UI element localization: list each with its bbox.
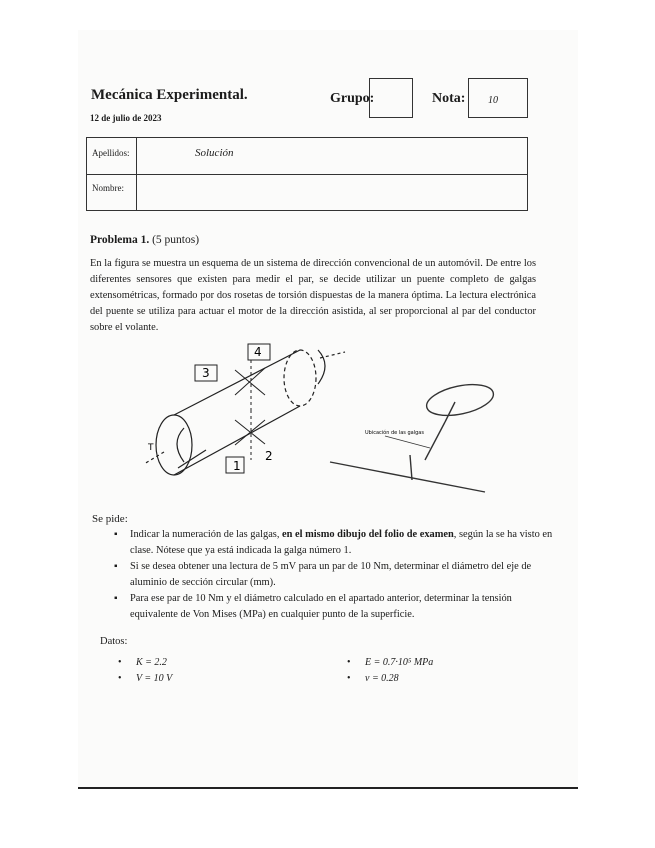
task-item: ▪ Si se desea obtener una lectura de 5 mV para un par de 10 Nm, determinar el diámetro del eje de aluminio de sección circular (mm). — [130, 559, 558, 591]
gauge-location-callout: Ubicación de las galgas — [365, 430, 424, 436]
gauge-label-3: 3 — [202, 366, 210, 380]
tasks-intro: Se pide: — [92, 513, 128, 525]
apellidos-value: Solución — [195, 147, 234, 159]
datos-item: • V = 10 V — [118, 673, 173, 684]
datos-label: Datos: — [100, 636, 128, 647]
gauge-rosette-bottom — [235, 410, 265, 460]
apellidos-row — [87, 138, 527, 175]
grupo-label: Grupo: — [330, 91, 375, 106]
gauge-rosette-top — [235, 360, 265, 410]
gauge-label-1: 1 — [233, 459, 241, 473]
torque-label: T — [148, 443, 154, 453]
problem-heading — [90, 234, 199, 246]
nota-value: 10 — [488, 95, 498, 106]
course-title: Mecánica Experimental. — [91, 87, 248, 103]
problem-statement: En la figura se muestra un esquema de un sistema de dirección convencional de un automóvil. De entre los diferentes sensores que existen para medir el par, se decide utilizar un puente completo de galgas extensométricas, formado por dos rosetas de torsión dispuestas de la manera óptima. La lectura electrónica del puente se utiliza para actuar el motor de la dirección asistida, al ser proporcional al par del conductor sobre el volante. — [90, 258, 536, 333]
problem-points: (5 puntos) — [152, 234, 200, 246]
datos-item: • ν = 0.28 — [347, 673, 399, 684]
student-id-table — [86, 137, 528, 211]
task-list — [110, 527, 558, 623]
gauge-label-4: 4 — [254, 345, 262, 359]
gauge-label-2: 2 — [265, 449, 273, 463]
datos-item: • K = 2.2 — [118, 657, 167, 668]
exam-date: 12 de julio de 2023 — [90, 113, 162, 123]
task-item: ▪ Indicar la numeración de las galgas, en el mismo dibujo del folio de examen, según la se ha visto en clase. Nótese que ya está indicada la galga número 1. — [130, 527, 558, 559]
nombre-label: Nombre: — [92, 183, 124, 193]
datos-item: • E = 0.7·10⁵ MPa — [347, 657, 434, 668]
shaft-drawing — [144, 350, 345, 475]
task-item: ▪ Para ese par de 10 Nm y el diámetro calculado en el apartado anterior, determinar la tensión equivalente de Von Mises (MPa) en cualquier punto de la superficie. — [130, 591, 558, 623]
apellidos-label: Apellidos: — [92, 148, 130, 158]
label-column-divider — [136, 138, 137, 210]
nota-label: Nota: — [432, 91, 466, 106]
grupo-box — [369, 78, 413, 118]
problem-title: Problema 1. — [90, 234, 150, 246]
nota-box — [468, 78, 528, 118]
steering-figure — [140, 340, 500, 502]
page-bottom-rule — [78, 787, 578, 789]
